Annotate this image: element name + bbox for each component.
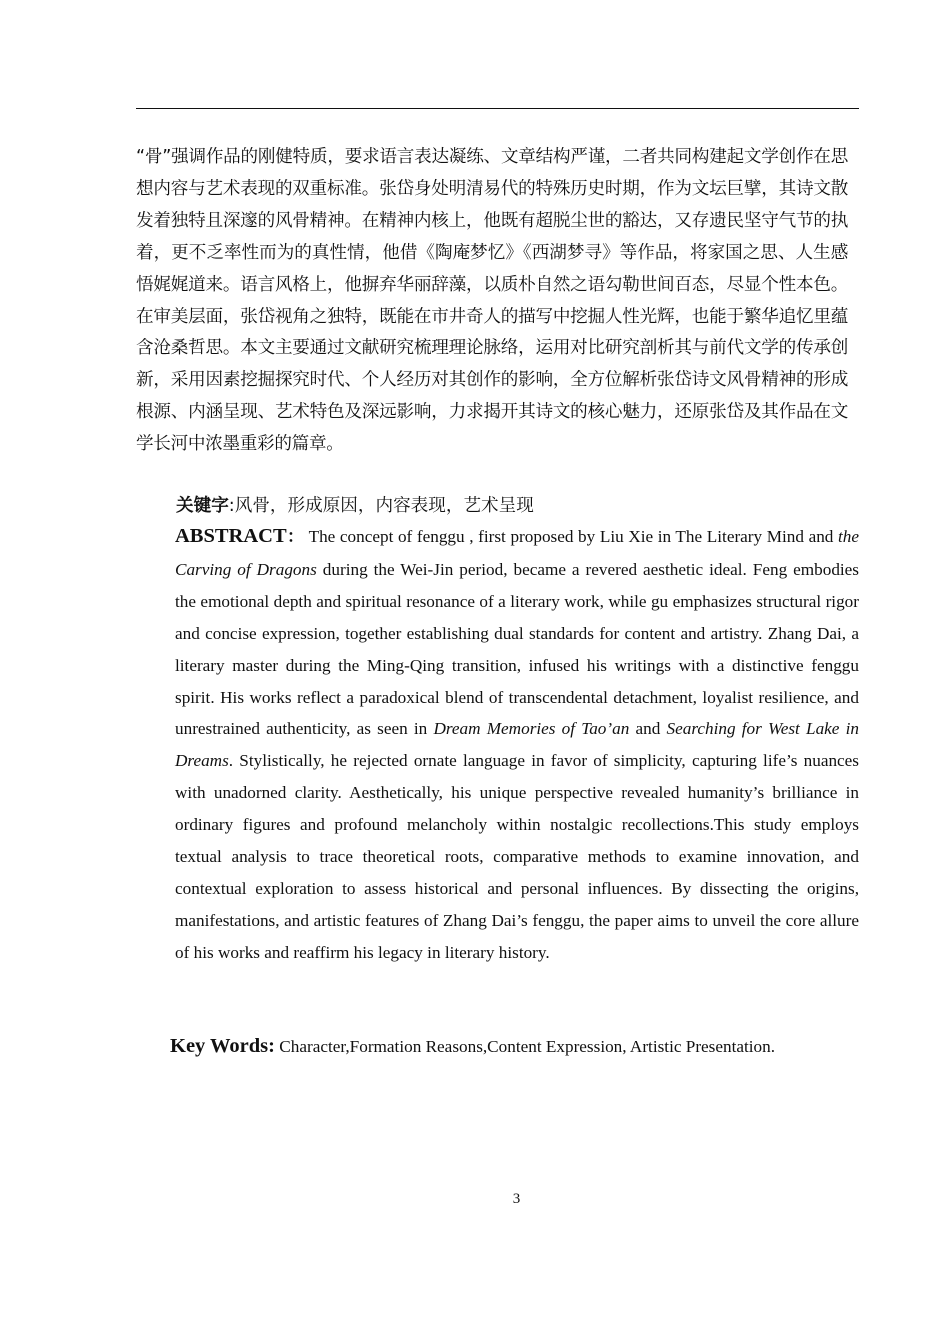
english-abstract-paragraph xyxy=(175,521,859,969)
english-abstract-label-separator: ： xyxy=(286,527,305,547)
chinese-abstract-text: “骨”强调作品的刚健特质，要求语言表达凝练、文章结构严谨，二者共同构建起文学创作在思想内容与艺术表现的双重标准。张岱身处明清易代的特殊历史时期，作为文坛巨擘，其诗文散发着独特且深邃的风骨精神。在精神内核上，他既有超脱尘世的豁达，又存遗民坚守气节的执着，更不乏率性而为的真性情，他借《陶庵梦忆》《西湖梦寻》等作品，将家国之思、人生感悟娓娓道来。语言风格上，他摒弃华丽辞藻，以质朴自然之语勾勒世间百态，尽显个性本色。在审美层面，张岱视角之独特，既能在市井奇人的描写中挖掘人性光辉，也能于繁华追忆里蕴含沧桑哲思。本文主要通过文献研究梳理理论脉络，运用对比研究剖析其与前代文学的传承创新，采用因素挖掘探究时代、个人经历对其创作的影响，全方位解析张岱诗文风骨精神的形成根源、内涵呈现、艺术特色及深远影响，力求揭开其诗文的核心魅力，还原张岱及其作品在文学长河中浓墨重彩的篇章。 xyxy=(136,147,848,455)
english-abstract-text-4: . Stylistically, he rejected ornate language in favor of simplicity, capturing life’s nuances with unadorned clarity. Aesthetically, his unique perspective revealed humanity’s brilliance in ordinary figures and profound melancholy within nostalgic recollections.This study employs textual analysis to trace theoretical roots, comparative methods to examine innovation, and contextual exploration to assess historical and personal influences. By dissecting the origins, manifestations, and artistic features of Zhang Dai’s fenggu, the paper aims to unveil the core allure of his works and reaffirm his legacy in literary history. xyxy=(175,751,859,962)
page-number: 3 xyxy=(512,1191,521,1207)
chinese-keywords xyxy=(176,494,859,518)
chinese-keywords-value: 风骨，形成原因，内容表现，艺术呈现 xyxy=(234,496,534,516)
english-abstract-text-3: and xyxy=(629,719,667,739)
english-keywords xyxy=(170,1032,870,1061)
chinese-keywords-separator: : xyxy=(228,496,235,516)
chinese-abstract-paragraph xyxy=(136,142,848,461)
header-rule xyxy=(136,108,859,109)
english-keywords-label: Key Words: xyxy=(170,1035,275,1057)
english-abstract-italic-title-3: Searching for West Lake in Dreams xyxy=(175,719,859,771)
english-abstract-italic-title-1: the Carving of Dragons xyxy=(175,527,860,579)
english-keywords-value: Character,Formation Reasons,Content Expression, Artistic Presentation. xyxy=(274,1037,776,1056)
chinese-keywords-label: 关键字 xyxy=(176,496,229,516)
english-abstract-text-1: The concept of fenggu , first proposed by Liu Xie in The Literary Mind and xyxy=(304,527,839,546)
english-abstract-text-2: during the Wei-Jin period, became a revered aesthetic ideal. Feng embodies the emotional depth and spiritual resonance of a literary work, while gu emphasizes structural rigor and concise expression, together establishing dual standards for content and artistry. Zhang Dai, a literary master during the Ming-Qing transition, infused his writings with a distinctive fenggu spirit. His works reflect a paradoxical blend of transcendental detachment, loyalist resilience, and unrestrained authenticity, as seen in xyxy=(175,559,860,739)
english-abstract-label: ABSTRACT xyxy=(175,525,287,547)
english-abstract-italic-title-2: Dream Memories of Tao’an xyxy=(433,719,630,739)
